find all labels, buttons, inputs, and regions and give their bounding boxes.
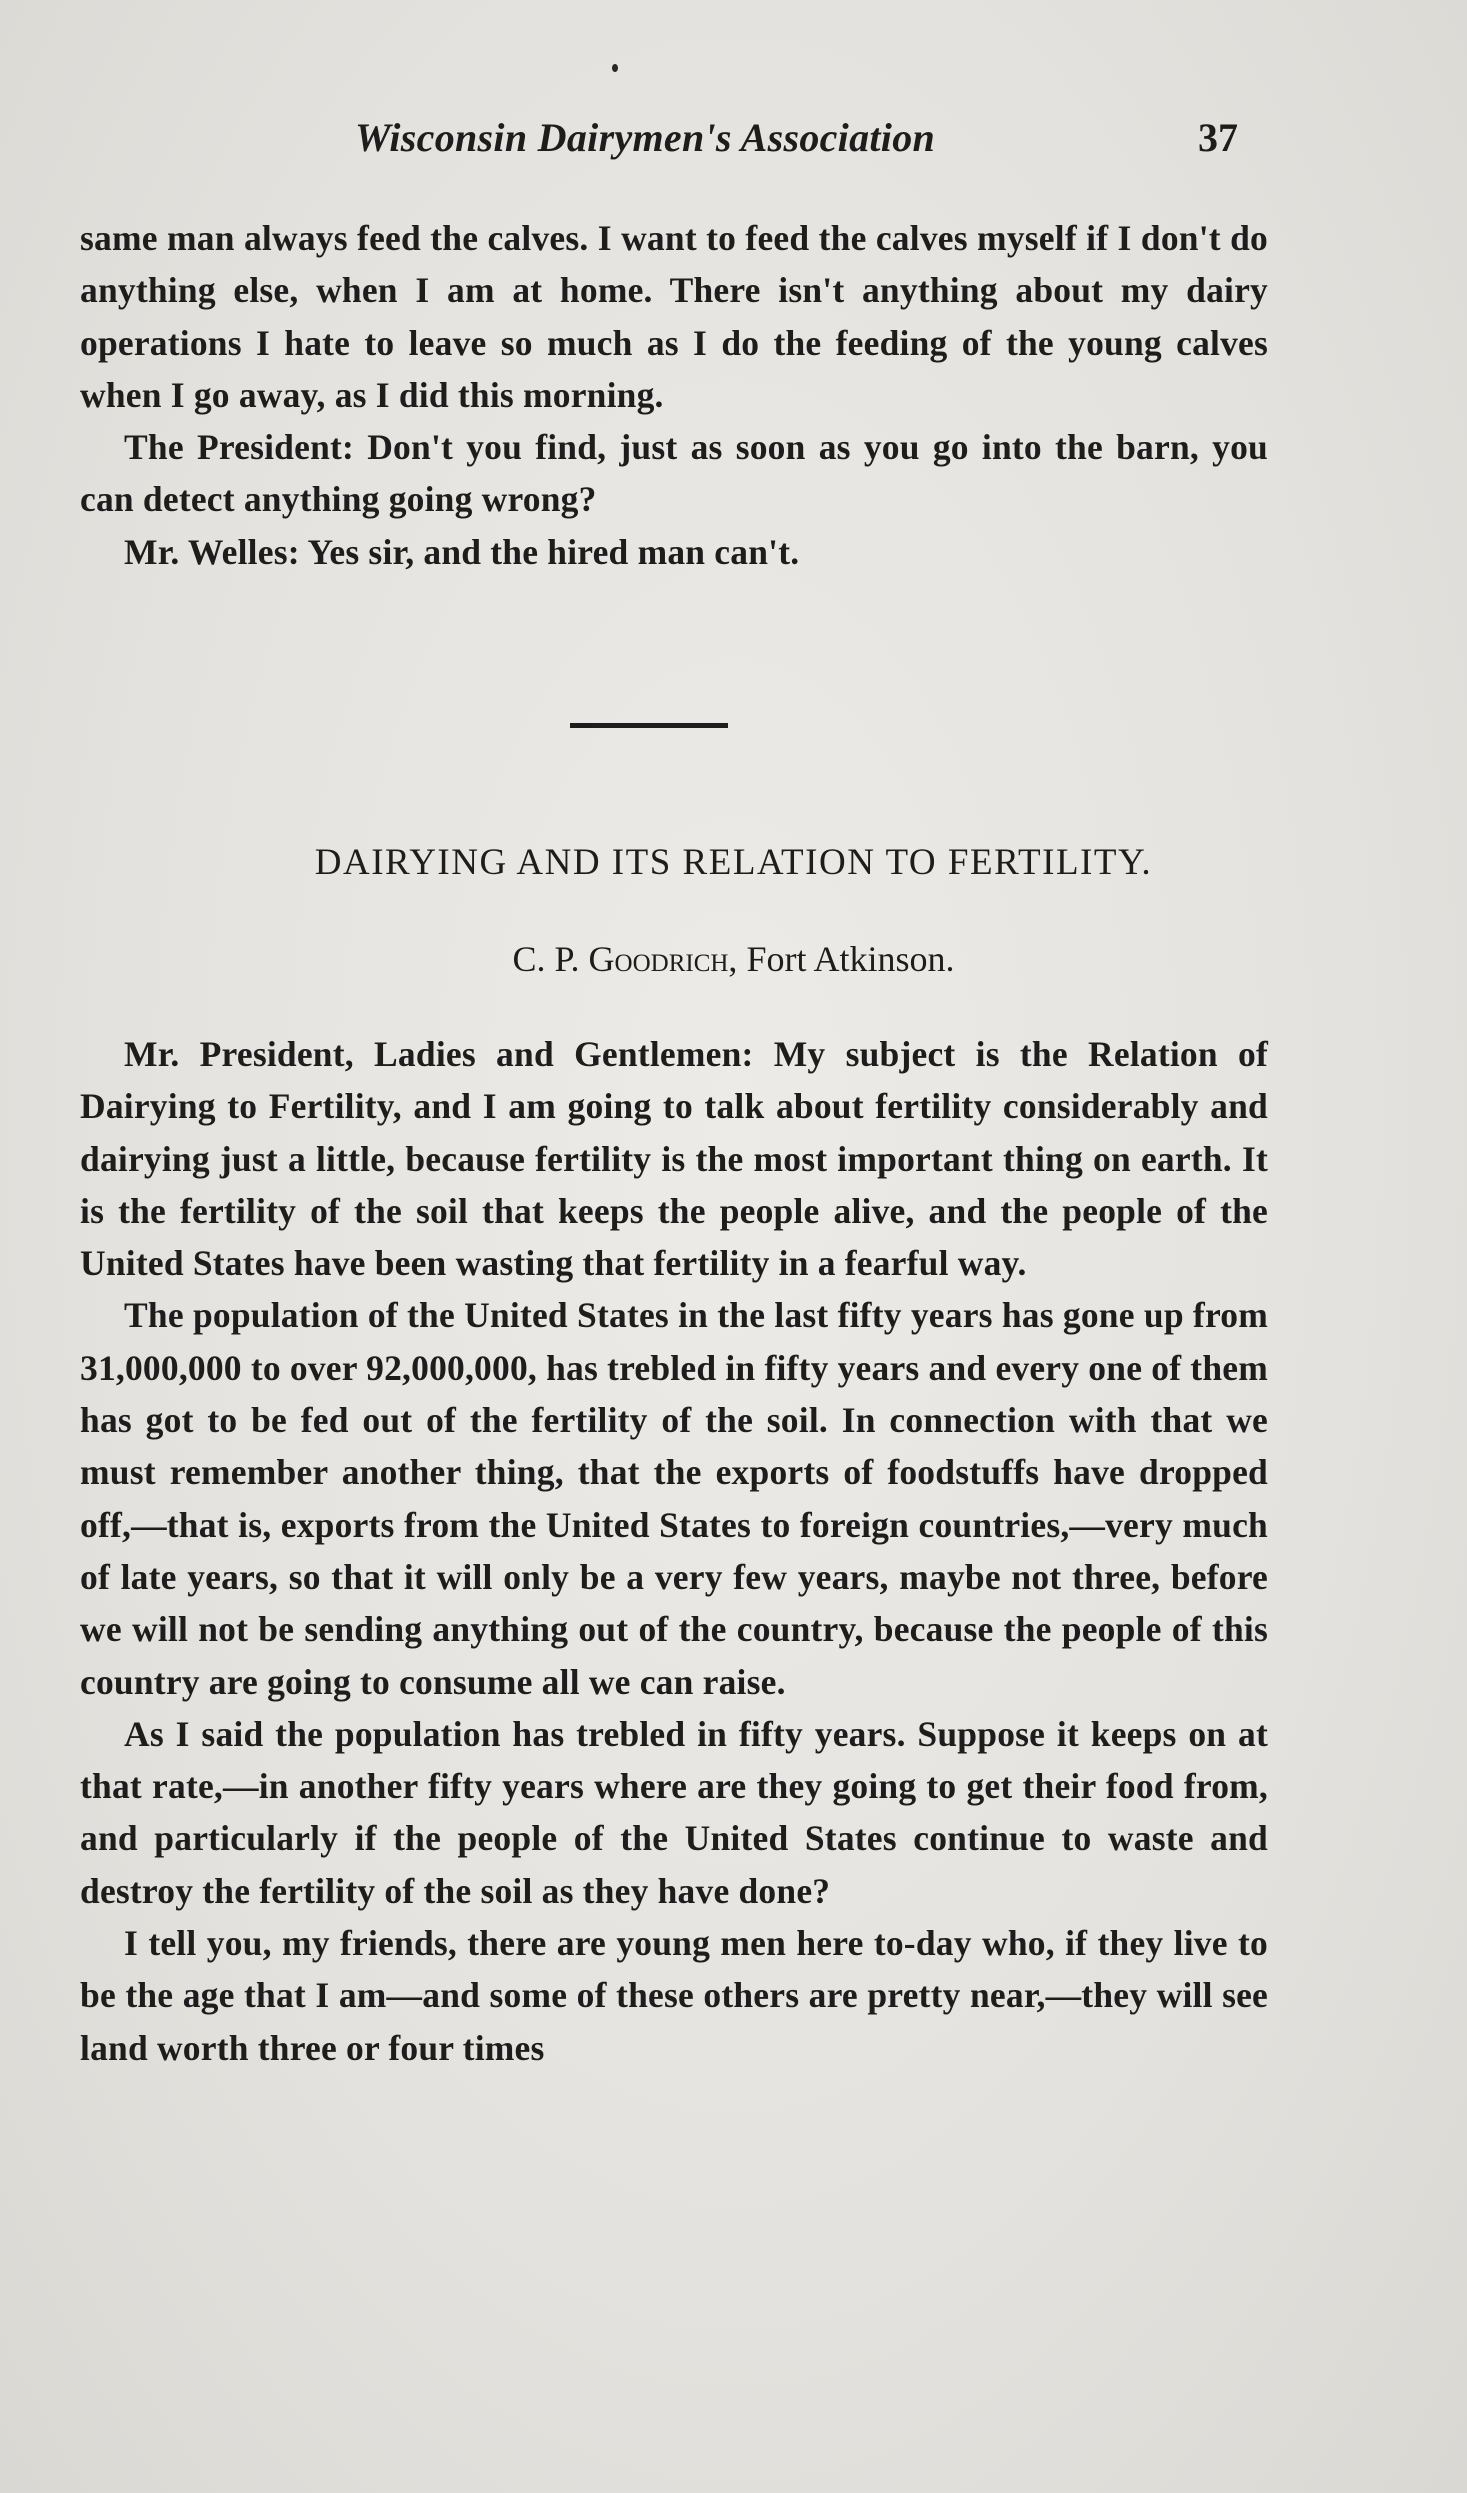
paragraph-opening: Mr. President, Ladies and Gentlemen: My subject is the Relation of Dairying to Fertility, and I am going to talk about fertility considerably and dairying just a little, because fertility is the most important thing on earth. It is the fertility of the soil that keeps the people alive, and the people of the United States have been wasting that fertility in a fearful way. bbox=[80, 1034, 1268, 1284]
running-header bbox=[0, 108, 1467, 168]
page-number: 37 bbox=[1198, 115, 1238, 160]
paragraph-young-men: I tell you, my friends, there are young men here to-day who, if they live to be the age that I am—and some of these others are pretty near,—they will see land worth three or four times bbox=[80, 1923, 1268, 2068]
running-title: Wisconsin Dairymen's Association bbox=[355, 115, 936, 160]
section-divider bbox=[570, 723, 728, 728]
continued-discussion bbox=[80, 212, 1268, 578]
author-location: Fort Atkinson. bbox=[746, 939, 955, 979]
paragraph-president-question: The President: Don't you find, just as soon as you go into the barn, you can detect anything going wrong? bbox=[80, 427, 1268, 520]
print-speck bbox=[612, 64, 618, 72]
paragraph-continuation: same man always feed the calves. I want to feed the calves myself if I don't do anything else, when I am at home. There isn't anything about my dairy operations I hate to leave so much as I do the feeding of the young calves when I go away, as I did this morning. bbox=[80, 218, 1268, 415]
article-title: DAIRYING AND ITS RELATION TO FERTILITY. bbox=[314, 842, 1153, 883]
author-name: C. P. Goodrich, bbox=[512, 939, 738, 979]
paragraph-trebled: As I said the population has trebled in fifty years. Suppose it keeps on at that rate,—in another fifty years where are they going to get their food from, and particularly if the people of the United States continue to waste and destroy the fertility of the soil as they have done? bbox=[80, 1713, 1268, 1911]
article-byline bbox=[0, 932, 1467, 986]
article-body bbox=[80, 1028, 1268, 2074]
paragraph-welles-reply: Mr. Welles: Yes sir, and the hired man can't. bbox=[124, 531, 800, 572]
paragraph-population: The population of the United States in the last fifty years has gone up from 31,000,000 to over 92,000,000, has trebled in fifty years and every one of them has got to be fed out of the fertility of the soil. In connection with that we must remember another thing, that the exports of foodstuffs have dropped off,—that is, exports from the United States to foreign countries,—very much of late years, so that it will only be a very few years, maybe not three, before we will not be sending anything out of the country, because the people of this country are going to consume all we can raise. bbox=[80, 1295, 1268, 1702]
